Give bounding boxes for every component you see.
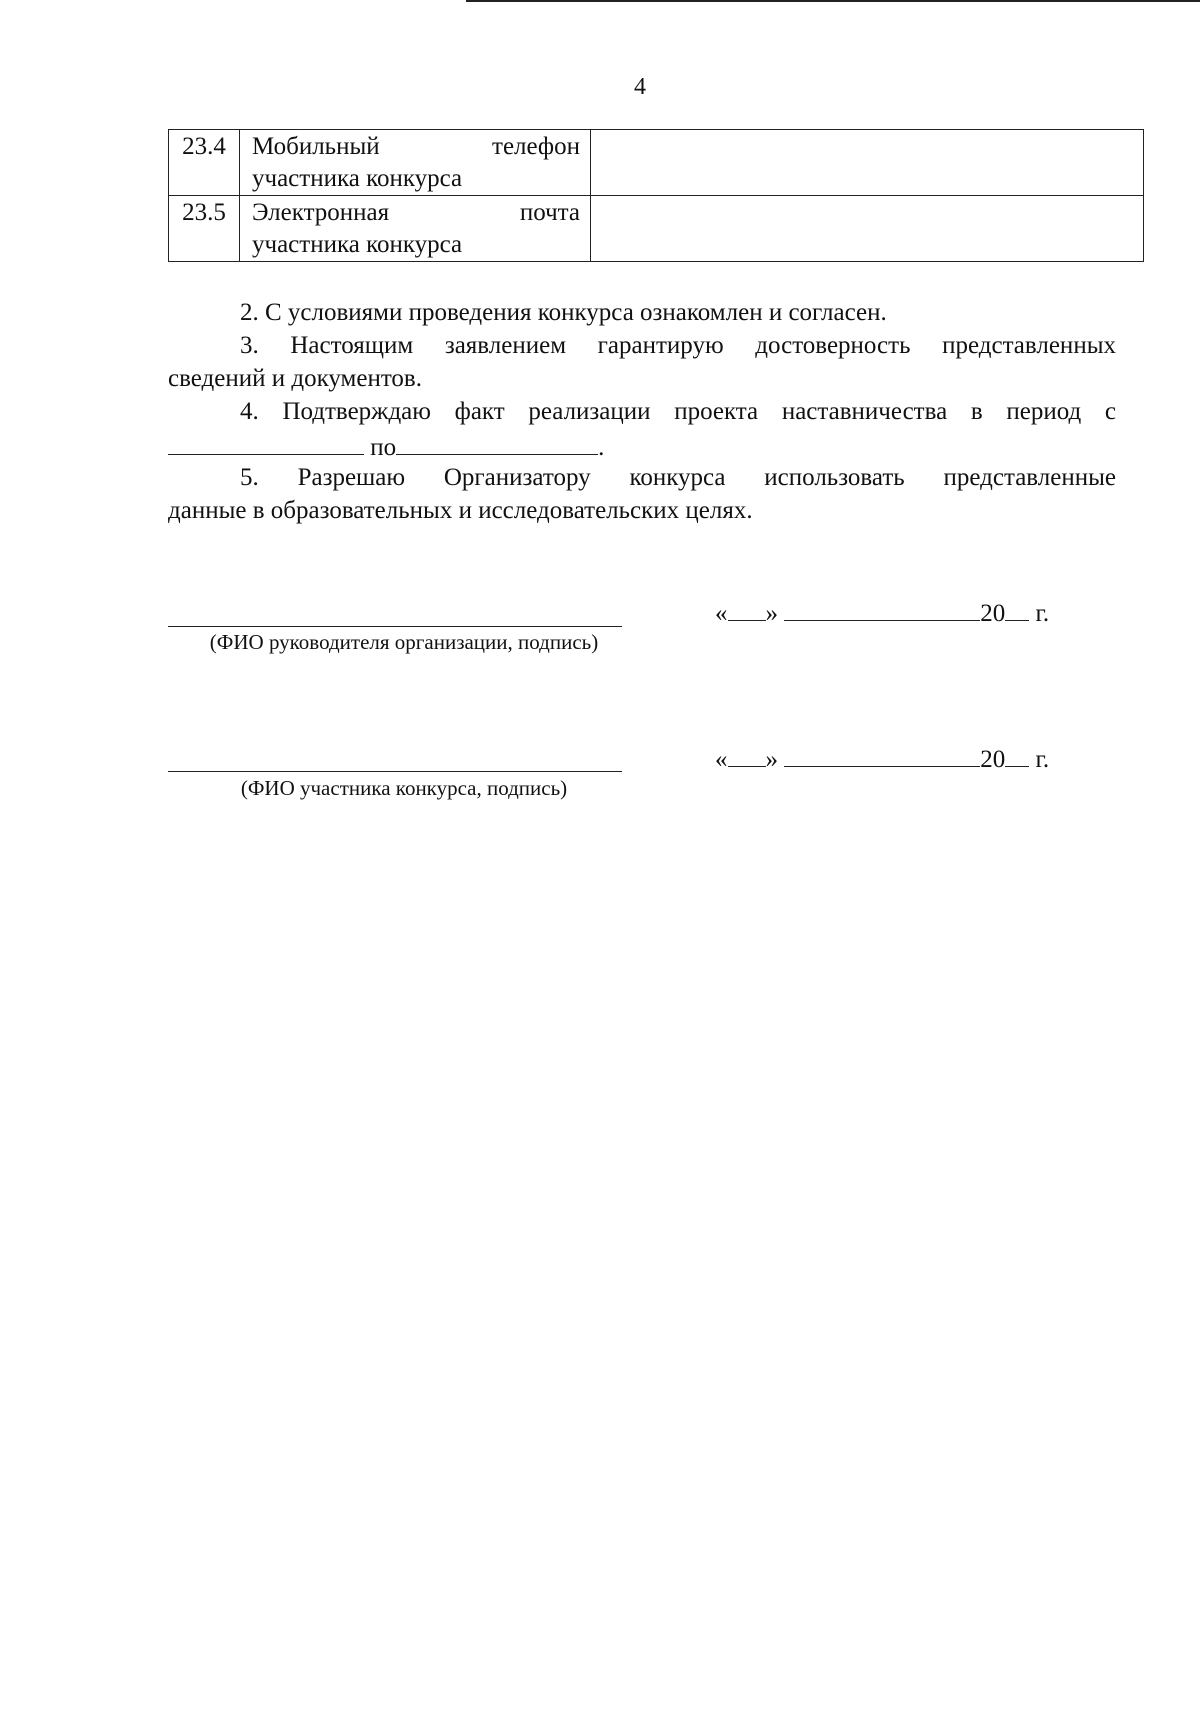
head-signature-caption: (ФИО руководителя организации, подпись) xyxy=(209,630,599,654)
table-row xyxy=(169,196,1144,262)
day-blank[interactable] xyxy=(728,742,766,767)
paragraph-4-line-1: 4. Подтверждаю факт реализации проекта наставничества в период с xyxy=(240,398,1116,425)
row-number: 23.4 xyxy=(169,130,240,196)
table-row xyxy=(169,130,1144,196)
paragraph-3-line-1: 3. Настоящим заявлением гарантирую достоверность представленных xyxy=(240,332,1116,359)
paragraph-5-line-2: данные в образовательных и исследовательских целях. xyxy=(168,497,753,524)
year-suffix: г. xyxy=(1035,746,1050,773)
label-word: Мобильный xyxy=(252,133,380,160)
month-blank[interactable] xyxy=(784,596,980,621)
year-prefix: 20 xyxy=(980,600,1006,627)
row-label xyxy=(240,196,591,262)
close-quote: » xyxy=(765,746,778,773)
top-rule xyxy=(466,0,1200,2)
day-blank[interactable] xyxy=(728,596,766,621)
close-quote: » xyxy=(765,600,778,627)
year-suffix: г. xyxy=(1035,600,1050,627)
mobile-phone-value-cell[interactable] xyxy=(591,130,1144,196)
head-signature-date xyxy=(715,596,1049,629)
period-end-blank[interactable] xyxy=(396,428,598,455)
paragraph-2: 2. С условиями проведения конкурса ознакомлен и согласен. xyxy=(240,299,887,326)
label-word: Электронная xyxy=(252,199,390,226)
label-word: телефон xyxy=(492,133,580,160)
label-line: участника конкурса xyxy=(252,231,463,258)
year-blank[interactable] xyxy=(1005,596,1029,621)
email-value-cell[interactable] xyxy=(591,196,1144,262)
paragraph-5-line-1: 5. Разрешаю Организатору конкурса использовать представленные xyxy=(240,464,1116,491)
participant-signature-caption: (ФИО участника конкурса, подпись) xyxy=(240,776,568,800)
month-blank[interactable] xyxy=(784,742,980,767)
paragraph-3-line-2: сведений и документов. xyxy=(168,365,422,392)
row-label xyxy=(240,130,591,196)
page-number: 4 xyxy=(634,74,646,100)
year-prefix: 20 xyxy=(980,746,1006,773)
paragraph-4-line-2 xyxy=(168,428,1116,464)
participant-signature-line[interactable] xyxy=(168,771,622,772)
label-word: почта xyxy=(519,199,580,226)
head-signature-line[interactable] xyxy=(168,626,622,627)
open-quote: « xyxy=(715,746,728,773)
row-number: 23.5 xyxy=(169,196,240,262)
period-dot: . xyxy=(598,434,605,461)
participant-signature-date xyxy=(715,742,1049,775)
year-blank[interactable] xyxy=(1005,742,1029,767)
label-line: участника конкурса xyxy=(252,165,463,192)
period-to-word: по xyxy=(370,434,397,461)
period-start-blank[interactable] xyxy=(168,428,364,455)
open-quote: « xyxy=(715,600,728,627)
form-table xyxy=(168,129,1144,262)
